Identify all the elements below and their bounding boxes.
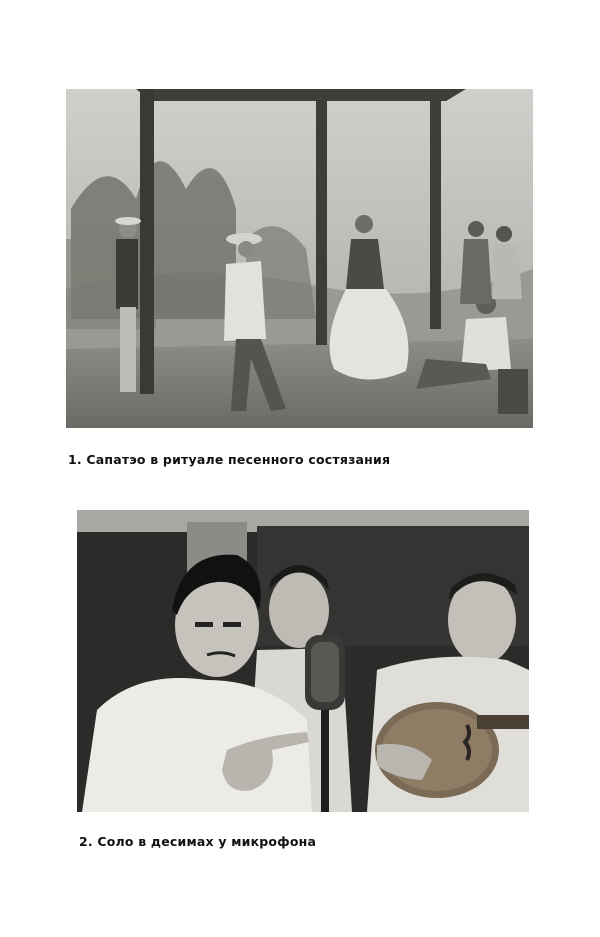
figure-2-caption: 2. Соло в десимах у микрофона	[79, 834, 317, 849]
figure-2-photo	[77, 510, 529, 812]
dance-scene-illustration	[66, 89, 533, 428]
singers-photo-illustration	[77, 510, 529, 812]
figure-1-painting	[66, 89, 533, 428]
figure-1-caption: 1. Сапатэо в ритуале песенного состязания	[68, 452, 391, 467]
